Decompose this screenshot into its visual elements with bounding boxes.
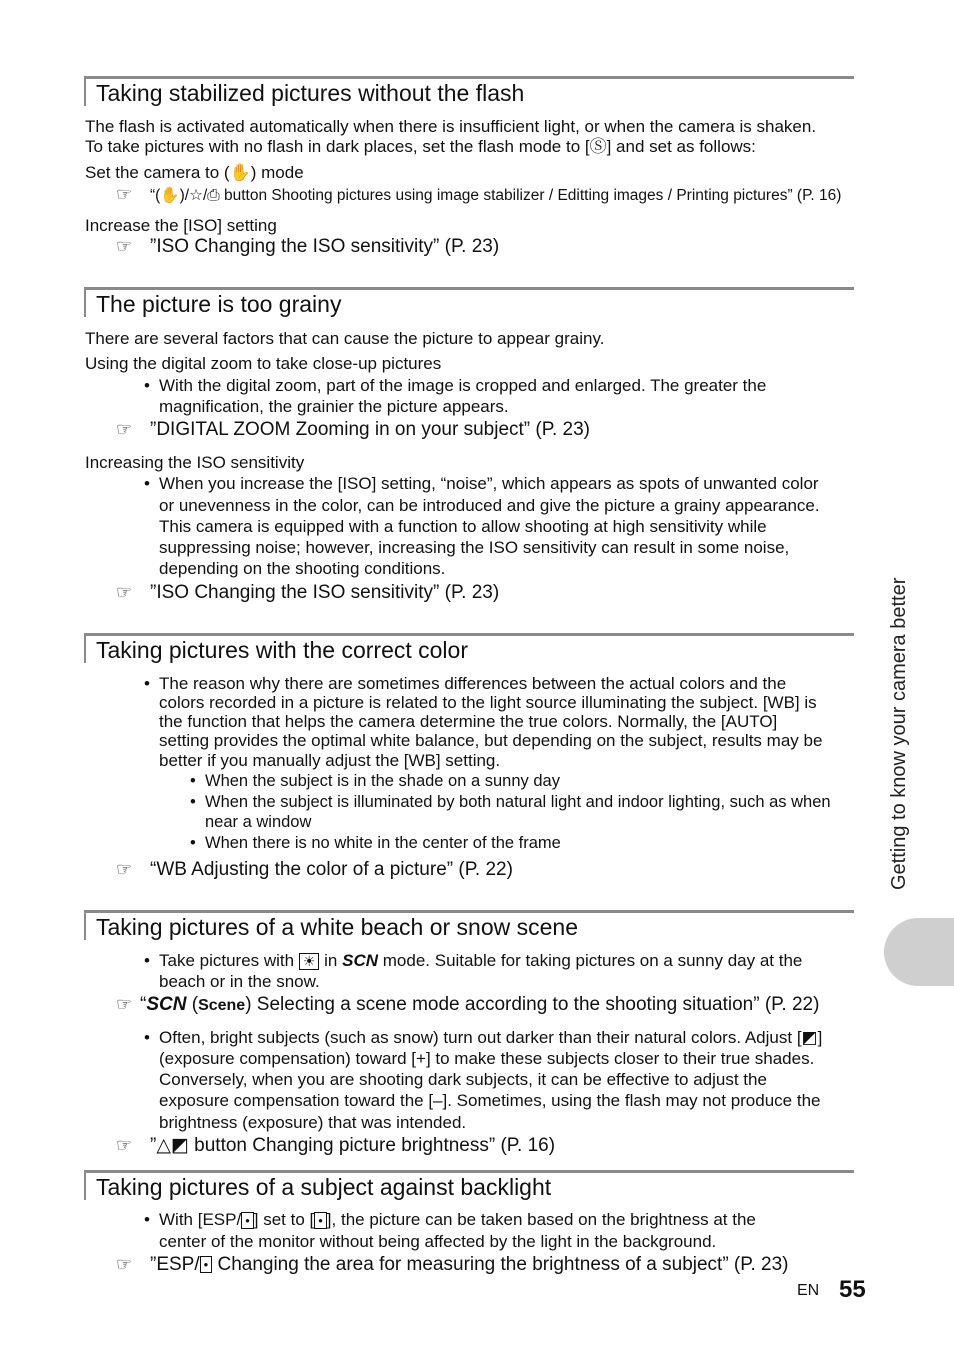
reference [116, 236, 499, 258]
section-header [84, 910, 854, 940]
sub-bullet-item: • When the subject is in the shade on a sunny day [205, 771, 560, 792]
reference-text: ”DIGITAL ZOOM Zooming in on your subject” (P. 23) [150, 419, 590, 440]
reference-text: Changing the area for measuring the brightness of a subject” (P. 23) [212, 1254, 789, 1275]
reference-icon: ☞ [116, 184, 133, 205]
reference-text: ”△◩ button Changing picture brightness” (P. 16) [150, 1135, 556, 1156]
reference [116, 582, 499, 604]
scn-icon: SCN [342, 951, 379, 970]
paragraph: To take pictures with no flash in dark places, set the flash mode to [Ⓢ] and set as follows: [85, 137, 756, 156]
subheading: Set the camera to (✋) mode [85, 163, 304, 182]
subheading: Increase the [ISO] setting [85, 216, 277, 235]
reference-text: “WB Adjusting the color of a picture” (P. 22) [150, 859, 513, 880]
section-header [84, 633, 854, 663]
chapter-tab [884, 918, 954, 986]
reference: ☞ “SCN (Scene) Selecting a scene mode according to the shooting situation” (P. 22) [116, 994, 820, 1015]
reference-icon: ☞ [116, 236, 133, 257]
bullet-continuation: better if you manually adjust the [WB] setting. [159, 751, 501, 770]
bullet-continuation: the function that helps the camera determine the true colors. Normally, the [AUTO] [159, 712, 778, 731]
bullet-continuation: magnification, the grainier the picture appears. [159, 397, 509, 416]
section-title: Taking pictures with the correct color [96, 637, 468, 663]
reference [116, 419, 590, 441]
bullet-text: ] set to [ [253, 1210, 315, 1229]
scn-icon: SCN [146, 994, 187, 1015]
section-header [84, 1170, 854, 1200]
reference-text: “(✋)/☆/⎙ button Shooting pictures using image stabilizer / Editting images / Printing pictures” (P. 16) [150, 187, 842, 204]
bullet-text: in [324, 951, 338, 970]
bullet-text: ], the picture can be taken based on the brightness at the [326, 1210, 756, 1229]
bullet-continuation: brightness (exposure) that was intended. [159, 1113, 467, 1132]
reference-text: ”ESP/ [150, 1254, 200, 1275]
chapter-side-label: Getting to know your camera better [888, 577, 910, 890]
reference-text: ”ISO Changing the ISO sensitivity” (P. 23) [150, 236, 500, 257]
reference [116, 1254, 789, 1276]
bullet-continuation: Conversely, when you are shooting dark subjects, it can be effective to adjust the [159, 1070, 767, 1089]
subheading: Using the digital zoom to take close-up pictures [85, 354, 442, 373]
reference [116, 184, 841, 207]
reference-icon: ☞ [116, 1135, 133, 1156]
bullet-continuation: colors recorded in a picture is related to the light source illuminating the subject. [WB] is [159, 693, 817, 712]
section-title: Taking pictures of a white beach or snow scene [96, 914, 578, 940]
section-title: The picture is too grainy [96, 291, 342, 317]
bullet-continuation: This camera is equipped with a function to allow shooting at high sensitivity while [159, 517, 767, 536]
subheading: Increasing the ISO sensitivity [85, 453, 305, 472]
paragraph: There are several factors that can cause the picture to appear grainy. [85, 329, 605, 348]
bullet-continuation: or unevenness in the color, can be introduced and give the picture a grainy appearance. [159, 496, 820, 515]
reference [116, 1135, 555, 1157]
bullet-continuation: center of the monitor without being affected by the light in the background. [159, 1232, 717, 1251]
bullet-continuation: (exposure compensation) toward [+] to make these subjects closer to their true shades. [159, 1049, 815, 1068]
spot-metering-icon: • [241, 1212, 254, 1229]
bullet-text: Take pictures with [159, 951, 295, 970]
sub-bullet-item: • When there is no white in the center of the frame [205, 833, 561, 854]
section-header [84, 76, 854, 106]
sub-bullet-item: • When the subject is illuminated by both natural light and indoor lighting, such as when [205, 792, 831, 813]
bullet-item: • When you increase the [ISO] setting, “noise”, which appears as spots of unwanted color [159, 473, 819, 494]
section-title: Taking pictures of a subject against backlight [96, 1174, 552, 1200]
spot-metering-icon: • [200, 1256, 213, 1273]
reference-icon: ☞ [116, 994, 133, 1015]
bullet-text: mode. Suitable for taking pictures on a sunny day at the [382, 951, 803, 970]
bullet-text: With [ESP/ [159, 1210, 242, 1229]
reference-text: ”ISO Changing the ISO sensitivity” (P. 23) [150, 582, 500, 603]
bullet-item [159, 1209, 756, 1230]
paragraph: The flash is activated automatically when there is insufficient light, or when the camera is shaken. [85, 117, 817, 136]
language-label: EN [797, 1282, 820, 1299]
reference-icon: ☞ [116, 419, 133, 440]
bullet-item: • With the digital zoom, part of the image is cropped and enlarged. The greater the [159, 375, 766, 396]
bullet-continuation: exposure compensation toward the [–]. Sometimes, using the flash may not produce the [159, 1091, 821, 1110]
reference-text: ) Selecting a scene mode according to the shooting situation” (P. 22) [245, 994, 820, 1015]
beach-snow-icon: ☀ [299, 953, 320, 970]
bullet-item [159, 950, 802, 971]
scene-label: Scene [198, 997, 246, 1014]
section-header [84, 287, 854, 317]
reference-icon: ☞ [116, 582, 133, 603]
reference-icon: ☞ [116, 1254, 133, 1275]
bullet-item: • The reason why there are sometimes differences between the actual colors and the [159, 673, 786, 694]
bullet-continuation: suppressing noise; however, increasing the ISO sensitivity can result in some noise, [159, 538, 790, 557]
reference [116, 859, 513, 881]
bullet-continuation: depending on the shooting conditions. [159, 559, 446, 578]
reference-icon: ☞ [116, 859, 133, 880]
page-number: 55 [839, 1276, 866, 1303]
section-title: Taking stabilized pictures without the flash [96, 80, 525, 106]
bullet-item: • Often, bright subjects (such as snow) turn out darker than their natural colors. Adjust [◩] [159, 1027, 822, 1048]
spot-metering-icon: • [314, 1212, 327, 1229]
bullet-continuation: beach or in the snow. [159, 972, 320, 991]
sub-bullet-continuation: near a window [205, 813, 312, 831]
bullet-continuation: setting provides the optimal white balance, but depending on the subject, results may be [159, 731, 823, 750]
